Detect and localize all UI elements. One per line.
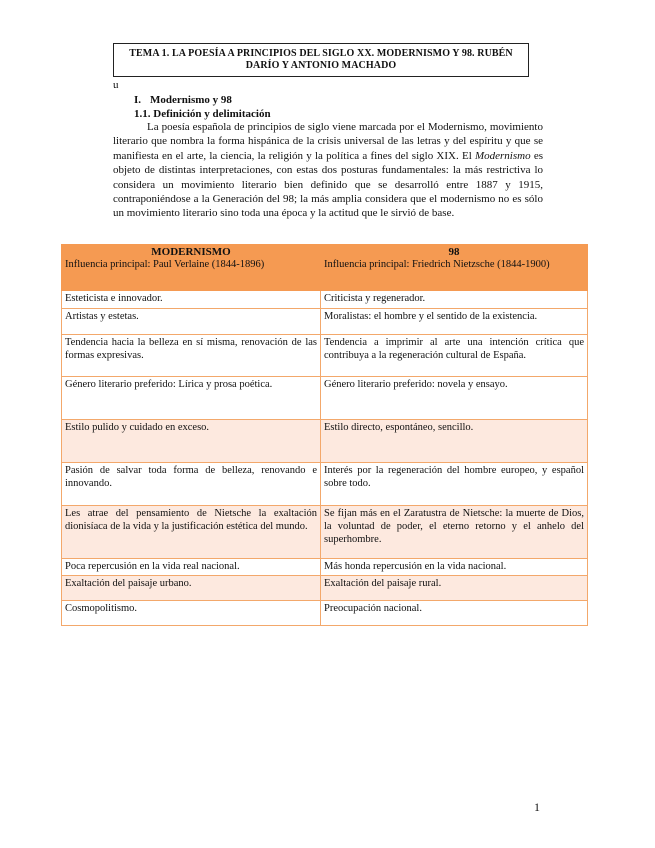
header-98-influence: Influencia principal: Friedrich Nietzsche (1844-1900) xyxy=(324,259,550,270)
table-cell: Criticista y regenerador. xyxy=(321,291,588,309)
table-cell: Cosmopolitismo. xyxy=(62,601,321,626)
header-98-title: 98 xyxy=(448,246,460,258)
table-cell: Preocupación nacional. xyxy=(321,601,588,626)
table-cell: Moralistas: el hombre y el sentido de la existencia. xyxy=(321,309,588,335)
table-cell: Género literario preferido: novela y ensayo. xyxy=(321,377,588,420)
table-row xyxy=(62,463,588,506)
table-cell: Exaltación del paisaje urbano. xyxy=(62,576,321,601)
page-number: 1 xyxy=(534,800,540,814)
table-row xyxy=(62,576,588,601)
table-cell: Se fijan más en el Zaratustra de Nietsche: la muerte de Dios, la voluntad de poder, el eterno retorno y el anhelo del superhombre. xyxy=(321,506,588,559)
table-row xyxy=(62,420,588,463)
table-cell: Artistas y estetas. xyxy=(62,309,321,335)
table-header-row xyxy=(62,245,588,291)
table-cell: Poca repercusión en la vida real nacional. xyxy=(62,559,321,576)
table-cell: Pasión de salvar toda forma de belleza, renovando e innovando. xyxy=(62,463,321,506)
table-cell: Interés por la regeneración del hombre europeo, y español sobre todo. xyxy=(321,463,588,506)
comparison-table xyxy=(61,244,588,626)
section-heading xyxy=(134,94,232,106)
table-cell: Esteticista e innovador. xyxy=(62,291,321,309)
table-row xyxy=(62,335,588,377)
paragraph-italic-term: Modernismo xyxy=(474,149,531,162)
section-number: I. xyxy=(134,94,142,106)
subsection-heading: 1.1. Definición y delimitación xyxy=(134,108,271,120)
table-row xyxy=(62,291,588,309)
table-cell: Género literario preferido: Lírica y prosa poética. xyxy=(62,377,321,420)
header-modernismo xyxy=(62,245,321,291)
table-row xyxy=(62,506,588,559)
paragraph-text-1: La poesía española de principios de siglo viene marcada por el Modernismo, movimiento literario que nombra la forma hispánica de la crisis universal de las letras y del espíritu y que se manifiesta en el arte, la ciencia, la religión y la política a fines del siglo XIX. El xyxy=(113,121,543,162)
table-row xyxy=(62,559,588,576)
table-cell: Exaltación del paisaje rural. xyxy=(321,576,588,601)
stray-mark: u xyxy=(113,79,119,91)
table-row xyxy=(62,309,588,335)
document-title-box xyxy=(113,43,529,77)
paragraph-text-2: es objeto de distintas interpretaciones, con estas dos posturas fundamentales: la más restrictiva lo considera un movimiento literario bien definido que se desarrolló entre 1887 y 1915, contraponiéndose a la Generación del 98; la más amplia considera que el modernismo no es sólo un movimiento literario sino toda una época y la actitud que le sirvió de base. xyxy=(113,149,543,220)
header-modernismo-title: MODERNISMO xyxy=(151,246,231,258)
table-cell: Estilo pulido y cuidado en exceso. xyxy=(62,420,321,463)
document-title-line-2: DARÍO Y ANTONIO MACHADO xyxy=(245,60,397,71)
table-row xyxy=(62,377,588,420)
table-cell: Estilo directo, espontáneo, sencillo. xyxy=(321,420,588,463)
table-cell: Más honda repercusión en la vida nacional. xyxy=(321,559,588,576)
table-cell: Tendencia a imprimir al arte una intención crítica que contribuya a la regeneración cultural de España. xyxy=(321,335,588,377)
header-98 xyxy=(321,245,588,291)
table-cell: Les atrae del pensamiento de Nietsche la exaltación dionisíaca de la vida y la justificación estética del mundo. xyxy=(62,506,321,559)
header-modernismo-influence: Influencia principal: Paul Verlaine (1844-1896) xyxy=(65,259,265,270)
document-title-line-1: TEMA 1. LA POESÍA A PRINCIPIOS DEL SIGLO XX. MODERNISMO Y 98. RUBÉN xyxy=(129,48,513,59)
section-label: Modernismo y 98 xyxy=(150,94,232,106)
intro-paragraph xyxy=(113,120,543,221)
table-row xyxy=(62,601,588,626)
table-cell: Tendencia hacia la belleza en sí misma, renovación de las formas expresivas. xyxy=(62,335,321,377)
